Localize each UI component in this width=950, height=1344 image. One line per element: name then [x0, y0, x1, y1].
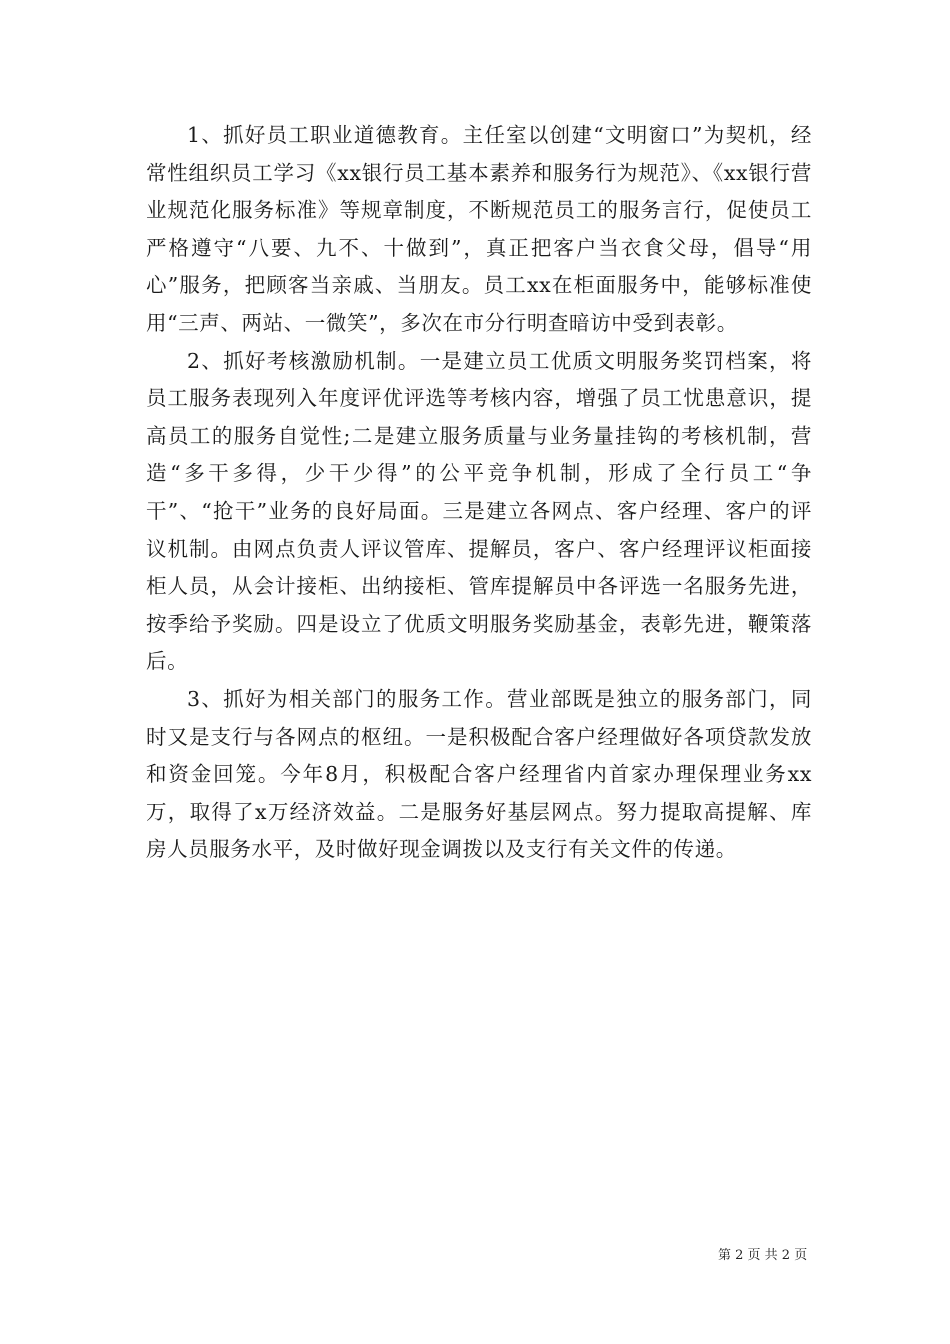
paragraph-2: 2、抓好考核激励机制。一是建立员工优质文明服务奖罚档案，将员工服务表现列入年度评优评选等考核内容，增强了员工忧患意识，提高员工的服务自觉性;二是建立服务质量与业务量挂钩的考核机制，营造“多干多得，少干少得”的公平竞争机制，形成了全行员工“争干”、“抢干”业务的良好局面。三是建立各网点、客户经理、客户的评议机制。由网点负责人评议管库、提解员，客户、客户经理评议柜面接柜人员，从会计接柜、出纳接柜、管库提解员中各评选一名服务先进，按季给予奖励。四是设立了优质文明服务奖励基金，表彰先进，鞭策落后。 [146, 348, 812, 674]
paragraph-3: 3、抓好为相关部门的服务工作。营业部既是独立的服务部门，同时又是支行与各网点的枢纽。一是积极配合客户经理做好各项贷款发放和资金回笼。今年8月，积极配合客户经理省内首家办理保理业务xx万，取得了x万经济效益。二是服务好基层网点。努力提取高提解、库房人员服务水平，及时做好现金调拨以及支行有关文件的传递。 [146, 686, 812, 862]
document-body [146, 117, 812, 869]
page-number-footer: 第 2 页 共 2 页 [718, 1248, 808, 1263]
paragraph-1: 1、抓好员工职业道德教育。主任室以创建“文明窗口”为契机，经常性组织员工学习《xx银行员工基本素养和服务行为规范》、《xx银行营业规范化服务标准》等规章制度，不断规范员工的服务言行，促使员工严格遵守“八要、九不、十做到”，真正把客户当衣食父母，倡导“用心”服务，把顾客当亲戚、当朋友。员工xx在柜面服务中，能够标准使用“三声、两站、一微笑”，多次在市分行明查暗访中受到表彰。 [146, 123, 812, 335]
